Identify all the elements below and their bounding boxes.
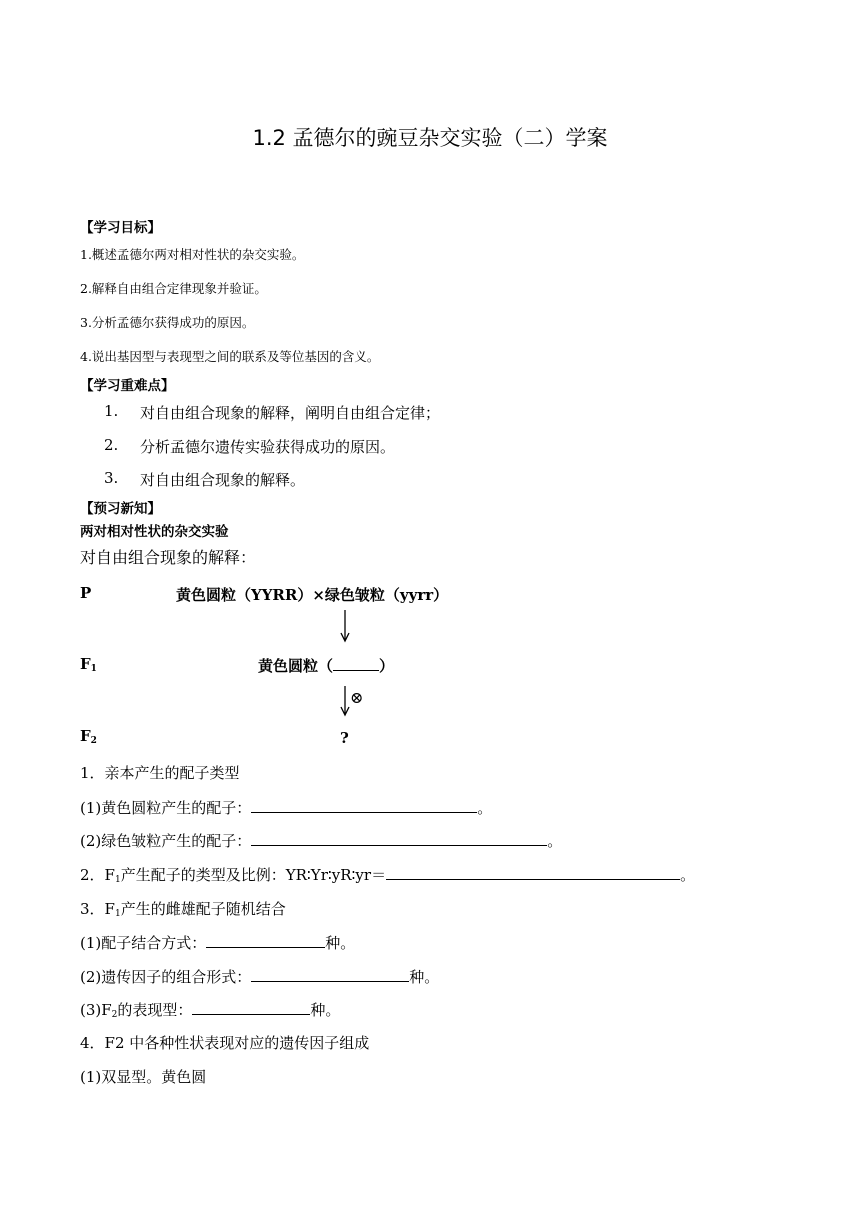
q1-a: (1)黄色圆粒产生的配子： 。 (80, 799, 493, 817)
key-point-number: 3. (104, 469, 119, 487)
goal-item: 3.分析孟德尔获得成功的原因。 (80, 315, 255, 330)
preview-subheading: 两对相对性状的杂交实验 (80, 524, 229, 540)
diagram-f2-text: ? (340, 729, 349, 747)
key-points-heading: 【学习重难点】 (80, 378, 175, 394)
self-cross-icon: ⊗ (350, 688, 364, 707)
key-point-number: 1. (104, 402, 119, 420)
q3-a: (1)配子结合方式： 种。 (80, 934, 356, 952)
goal-item: 1.概述孟德尔两对相对性状的杂交实验。 (80, 247, 305, 262)
diagram-p-label: P (80, 584, 92, 602)
diagram-f2-label: $F_2$ (80, 727, 97, 746)
diagram-f1-label: $F_1$ (80, 655, 97, 674)
q2: 2．$F_1$产生配子的类型及比例：YR∶Yr∶yR∶yr＝ 。 (80, 866, 696, 885)
goals-heading: 【学习目标】 (80, 220, 161, 236)
q1-b: (2)绿色皱粒产生的配子： 。 (80, 832, 563, 850)
answer-blank[interactable] (206, 932, 325, 948)
q4-title: 4．F2 中各种性状表现对应的遗传因子组成 (80, 1034, 370, 1052)
page-title: 1.2 孟德尔的豌豆杂交实验（二）学案 (252, 126, 608, 150)
diagram-p-text: 黄色圆粒（YYRR）×绿色皱粒（yyrr） (176, 586, 449, 604)
preview-intro: 对自由组合现象的解释： (80, 548, 257, 567)
preview-heading: 【预习新知】 (80, 501, 161, 517)
goal-item: 4.说出基因型与表现型之间的联系及等位基因的含义。 (80, 349, 380, 364)
key-point-number: 2. (104, 436, 119, 454)
key-point-text: 对自由组合现象的解释，阐明自由组合定律； (140, 404, 441, 422)
answer-blank[interactable] (251, 966, 409, 982)
diagram-f1-text: 黄色圆粒（ ） (258, 657, 395, 675)
answer-blank[interactable] (386, 864, 680, 880)
q1-title: 1．亲本产生的配子类型 (80, 764, 240, 782)
q3-c: $(3)F_2$的表现型： 种。 (80, 1001, 341, 1020)
answer-blank[interactable] (192, 999, 310, 1015)
answer-blank[interactable] (251, 797, 477, 813)
goal-item: 2.解释自由组合定律现象并验证。 (80, 281, 267, 296)
answer-blank[interactable] (251, 830, 547, 846)
q4-a: (1)双显型。黄色圆 (80, 1068, 207, 1086)
f1-genotype-blank[interactable] (333, 655, 379, 671)
key-point-text: 对自由组合现象的解释。 (140, 471, 306, 489)
q3-b: (2)遗传因子的组合形式： 种。 (80, 968, 440, 986)
key-point-text: 分析孟德尔遗传实验获得成功的原因。 (140, 438, 396, 456)
q3-title: 3．$F_1$产生的雌雄配子随机结合 (80, 900, 286, 919)
down-arrow-icon (336, 608, 356, 644)
